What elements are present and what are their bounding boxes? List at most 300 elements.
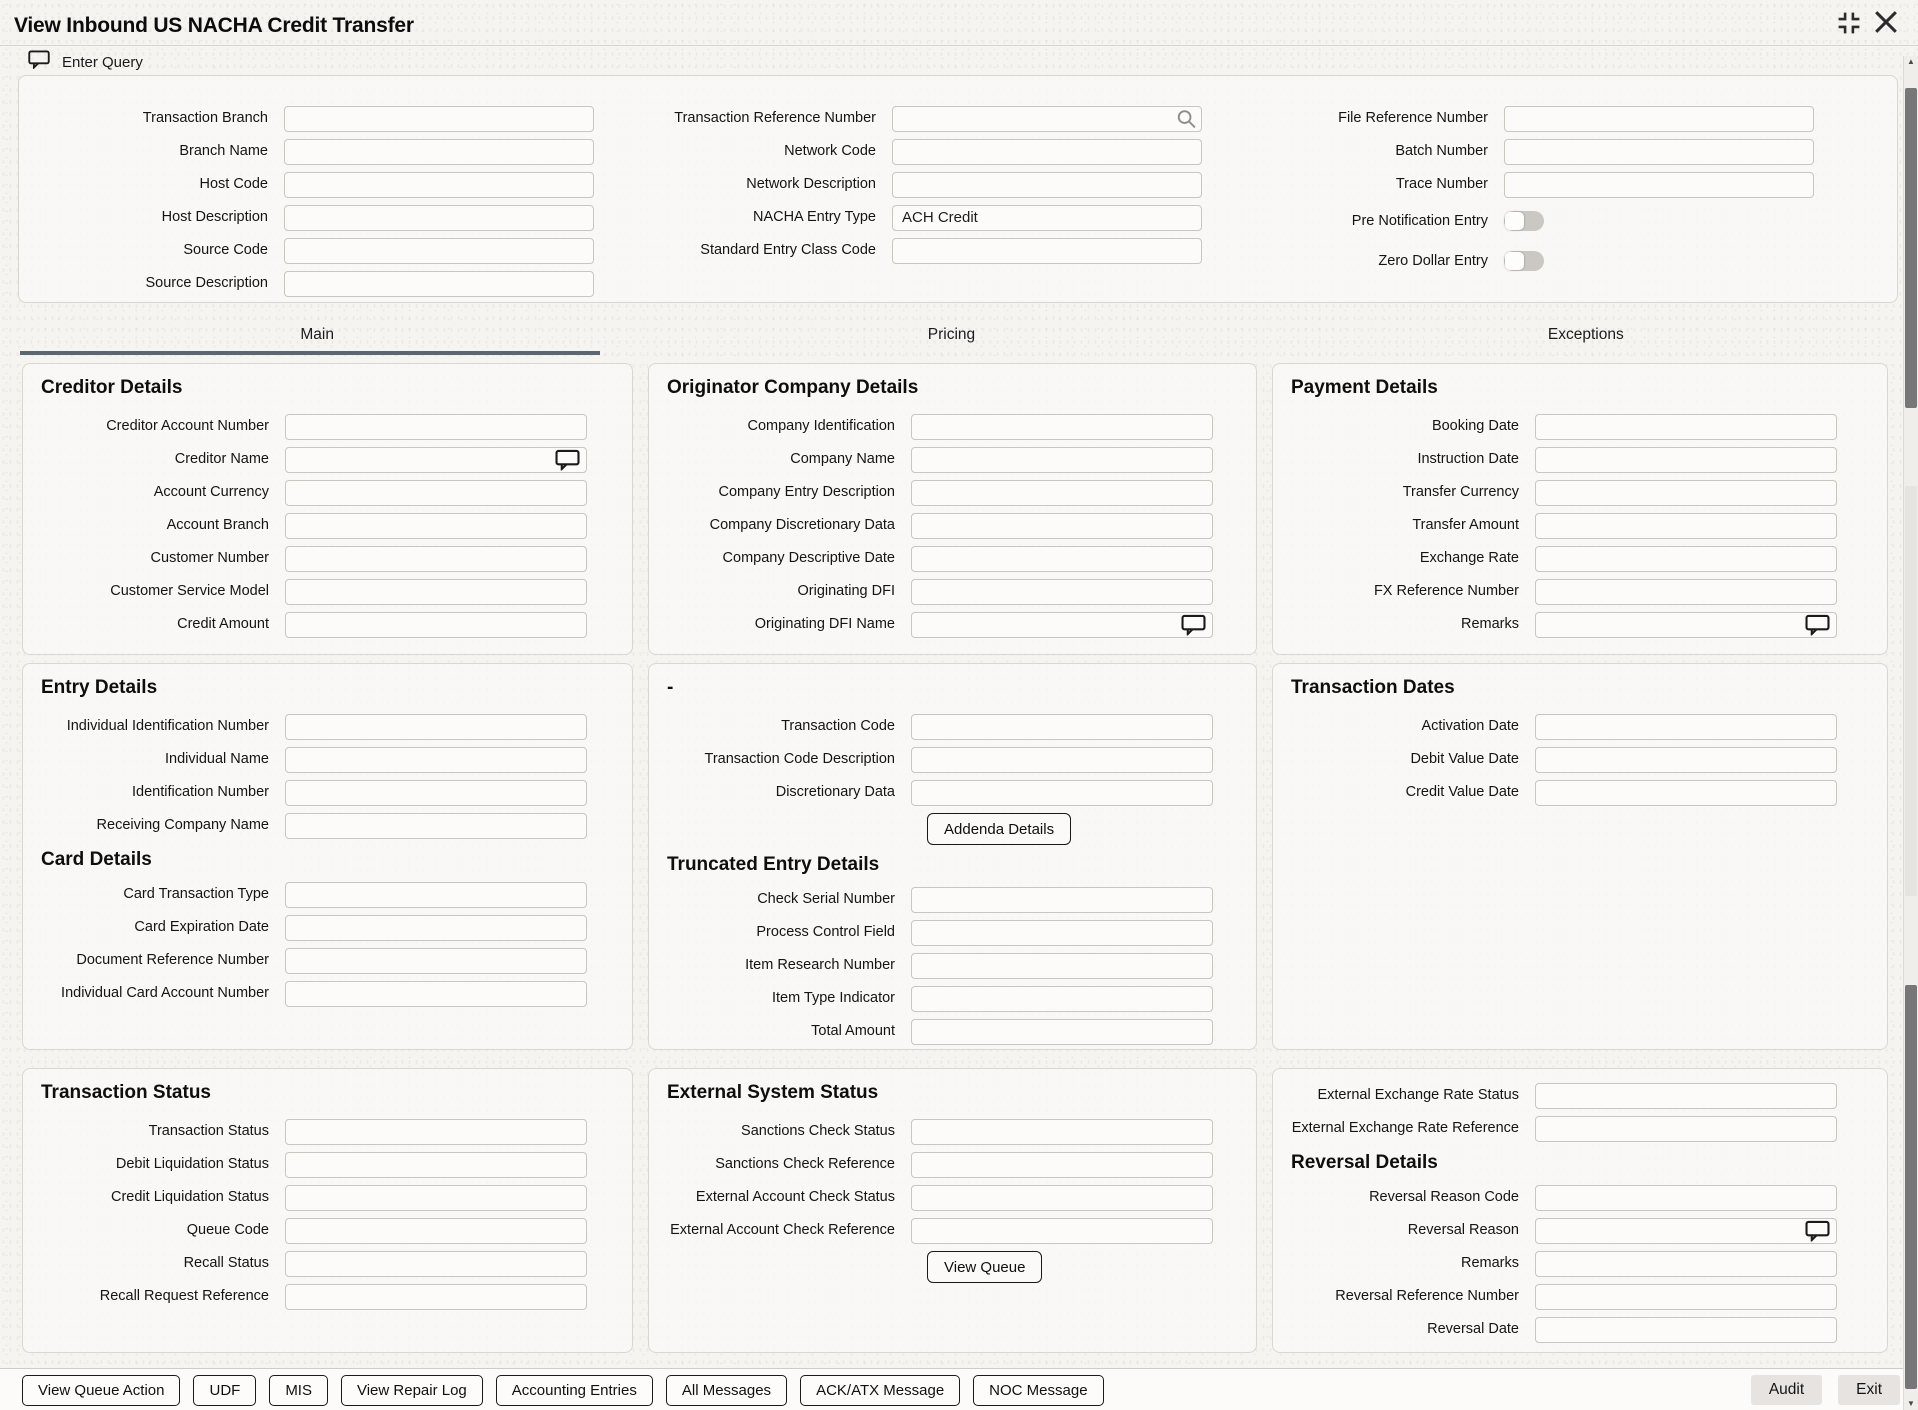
activation-date-field xyxy=(1273,710,1887,743)
external-exchange-rate-status-input-box xyxy=(1535,1083,1837,1109)
tab-pricing-label: Pricing xyxy=(927,326,976,343)
check-serial-number-field xyxy=(649,883,1256,916)
credit-liquidation-status-field xyxy=(23,1181,632,1214)
accounting-entries-button[interactable]: Accounting Entries xyxy=(496,1375,653,1406)
credit-liquidation-status-label: Credit Liquidation Status xyxy=(111,1189,269,1206)
reversal-reason-code-input[interactable] xyxy=(1535,1185,1837,1211)
debit-value-date-field xyxy=(1273,743,1887,776)
reversal-reference-number-input[interactable] xyxy=(1535,1284,1837,1310)
process-control-field-input[interactable] xyxy=(911,920,1213,946)
customer-number-field xyxy=(23,542,632,575)
account-branch-label: Account Branch xyxy=(166,517,269,534)
transfer-amount-input-box xyxy=(1535,513,1837,539)
individual-identification-number-label: Individual Identification Number xyxy=(66,718,269,735)
company-descriptive-date-input[interactable] xyxy=(911,546,1213,572)
sanctions-check-status-field xyxy=(649,1115,1256,1148)
company-discretionary-data-field xyxy=(649,509,1256,542)
identification-number-label: Identification Number xyxy=(131,784,269,801)
instruction-date-field xyxy=(1273,443,1887,476)
reversal-reason-code-input-box xyxy=(1535,1185,1837,1211)
view-repair-log-button[interactable]: View Repair Log xyxy=(341,1375,483,1406)
reversal-reference-number-input-box xyxy=(1535,1284,1837,1310)
transaction-branch-input-box xyxy=(284,106,594,132)
identification-number-field xyxy=(23,776,632,809)
batch-number-field xyxy=(1242,135,1814,168)
source-description-input[interactable] xyxy=(284,271,594,297)
individual-identification-number-input-box xyxy=(285,714,587,740)
source-description-input-box xyxy=(284,271,594,297)
debit-liquidation-status-field xyxy=(23,1148,632,1181)
external-account-check-reference-field xyxy=(649,1214,1256,1247)
company-descriptive-date-label: Company Descriptive Date xyxy=(722,550,895,567)
zero-dollar-entry-label: Zero Dollar Entry xyxy=(1378,252,1488,269)
customer-number-input-box xyxy=(285,546,587,572)
instruction-date-label: Instruction Date xyxy=(1417,451,1519,468)
sanctions-check-status-input-box xyxy=(911,1119,1213,1145)
booking-date-input[interactable] xyxy=(1535,414,1837,440)
company-identification-label: Company Identification xyxy=(747,418,895,435)
udf-button[interactable]: UDF xyxy=(193,1375,256,1406)
nacha-entry-type-input[interactable] xyxy=(892,205,1202,231)
remarks-input-box xyxy=(1535,612,1837,638)
originating-dfi-name-label: Originating DFI Name xyxy=(754,616,895,633)
discretionary-data-input-box xyxy=(911,780,1213,806)
instruction-date-input[interactable] xyxy=(1535,447,1837,473)
discretionary-data-input[interactable] xyxy=(911,780,1213,806)
vertical-scrollbar[interactable] xyxy=(1903,56,1918,1410)
company-descriptive-date-input-box xyxy=(911,546,1213,572)
originating-dfi-name-input[interactable] xyxy=(911,612,1213,638)
desktop-pattern-strip xyxy=(0,0,1918,9)
individual-identification-number-field xyxy=(23,710,632,743)
sanctions-check-status-label: Sanctions Check Status xyxy=(741,1123,895,1140)
booking-date-input-box xyxy=(1535,414,1837,440)
trace-number-input[interactable] xyxy=(1504,172,1814,198)
transaction-code-label: Transaction Code xyxy=(781,718,895,735)
receiving-company-name-label: Receiving Company Name xyxy=(96,817,269,834)
external-exchange-rate-reference-field xyxy=(1273,1112,1887,1145)
activation-date-input[interactable] xyxy=(1535,714,1837,740)
originating-dfi-label: Originating DFI xyxy=(797,583,895,600)
company-entry-description-label: Company Entry Description xyxy=(718,484,895,501)
external-exchange-rate-status-label: External Exchange Rate Status xyxy=(1317,1087,1519,1104)
ack-atx-message-button[interactable]: ACK/ATX Message xyxy=(800,1375,960,1406)
branch-name-label: Branch Name xyxy=(179,143,268,160)
remarks-input[interactable] xyxy=(1535,1251,1837,1277)
booking-date-label: Booking Date xyxy=(1431,418,1519,435)
tab-main-label: Main xyxy=(300,326,334,343)
header-column-3 xyxy=(1242,102,1814,281)
transaction-reference-number-field xyxy=(630,102,1202,135)
header-column-2 xyxy=(630,102,1202,267)
credit-amount-input[interactable] xyxy=(285,612,587,638)
transaction-branch-input[interactable] xyxy=(284,106,594,132)
remarks-label: Remarks xyxy=(1460,1255,1519,1272)
transaction-status-title: Transaction Status xyxy=(41,1082,211,1103)
customer-service-model-field xyxy=(23,575,632,608)
transfer-currency-input[interactable] xyxy=(1535,480,1837,506)
active-tab-underline xyxy=(20,351,600,355)
creditor-account-number-input-box xyxy=(285,414,587,440)
host-code-input-box xyxy=(284,172,594,198)
queue-code-input[interactable] xyxy=(285,1218,587,1244)
source-code-input-box xyxy=(284,238,594,264)
process-control-field-label: Process Control Field xyxy=(756,924,895,941)
transaction-code-description-input[interactable] xyxy=(911,747,1213,773)
credit-value-date-input-box xyxy=(1535,780,1837,806)
network-code-input-box xyxy=(892,139,1202,165)
transfer-amount-field xyxy=(1273,509,1887,542)
tab-pricing[interactable] xyxy=(634,315,1268,355)
trace-number-field xyxy=(1242,168,1814,201)
batch-number-input[interactable] xyxy=(1504,139,1814,165)
exchange-rate-input[interactable] xyxy=(1535,546,1837,572)
creditor-name-input-box xyxy=(285,447,587,473)
reversal-reference-number-label: Reversal Reference Number xyxy=(1335,1288,1519,1305)
footer-buttons xyxy=(22,1375,1104,1406)
account-currency-input[interactable] xyxy=(285,480,587,506)
company-discretionary-data-label: Company Discretionary Data xyxy=(709,517,895,534)
external-account-check-reference-label: External Account Check Reference xyxy=(670,1222,895,1239)
recall-status-label: Recall Status xyxy=(183,1255,269,1272)
document-reference-number-field xyxy=(23,944,632,977)
credit-value-date-label: Credit Value Date xyxy=(1405,784,1519,801)
branch-name-input-box xyxy=(284,139,594,165)
company-name-label: Company Name xyxy=(790,451,895,468)
batch-number-input-box xyxy=(1504,139,1814,165)
company-entry-description-field xyxy=(649,476,1256,509)
queue-code-input-box xyxy=(285,1218,587,1244)
transaction-branch-label: Transaction Branch xyxy=(142,110,268,127)
reversal-date-input[interactable] xyxy=(1535,1317,1837,1343)
transaction-code-input-box xyxy=(911,714,1213,740)
item-type-indicator-input[interactable] xyxy=(911,986,1213,1012)
external-account-check-status-label: External Account Check Status xyxy=(695,1189,895,1206)
process-control-field-field xyxy=(649,916,1256,949)
credit-liquidation-status-input[interactable] xyxy=(285,1185,587,1211)
source-code-input[interactable] xyxy=(284,238,594,264)
individual-name-field xyxy=(23,743,632,776)
account-currency-input-box xyxy=(285,480,587,506)
footer-toolbar xyxy=(0,1368,1918,1410)
external-account-check-reference-input[interactable] xyxy=(911,1218,1213,1244)
account-currency-label: Account Currency xyxy=(153,484,269,501)
sanctions-check-reference-input[interactable] xyxy=(911,1152,1213,1178)
credit-amount-input-box xyxy=(285,612,587,638)
creditor-details-panel xyxy=(22,363,633,655)
debit-value-date-label: Debit Value Date xyxy=(1410,751,1519,768)
transaction-dates-title: Transaction Dates xyxy=(1291,677,1455,698)
remarks-field xyxy=(1273,608,1887,641)
pre-notification-entry-toggle[interactable] xyxy=(1504,211,1544,231)
item-type-indicator-label: Item Type Indicator xyxy=(771,990,895,1007)
transfer-currency-input-box xyxy=(1535,480,1837,506)
company-entry-description-input[interactable] xyxy=(911,480,1213,506)
customer-number-input[interactable] xyxy=(285,546,587,572)
recall-status-input-box xyxy=(285,1251,587,1277)
individual-name-label: Individual Name xyxy=(165,751,269,768)
reversal-details-panel xyxy=(1272,1068,1888,1353)
company-discretionary-data-input[interactable] xyxy=(911,513,1213,539)
individual-name-input[interactable] xyxy=(285,747,587,773)
transaction-status-input-box xyxy=(285,1119,587,1145)
card-expiration-date-input-box xyxy=(285,915,587,941)
recall-request-reference-input[interactable] xyxy=(285,1284,587,1310)
reversal-reason-input[interactable] xyxy=(1535,1218,1837,1244)
external-account-check-status-field xyxy=(649,1181,1256,1214)
host-code-label: Host Code xyxy=(199,176,268,193)
discretionary-data-label: Discretionary Data xyxy=(775,784,895,801)
individual-card-account-number-input[interactable] xyxy=(285,981,587,1007)
view-queue-action-button[interactable]: View Queue Action xyxy=(22,1375,180,1406)
reversal-details-title: Reversal Details xyxy=(1291,1152,1438,1173)
external-exchange-rate-reference-input-box xyxy=(1535,1116,1837,1142)
transaction-code-input[interactable] xyxy=(911,714,1213,740)
network-code-input[interactable] xyxy=(892,139,1202,165)
account-branch-input[interactable] xyxy=(285,513,587,539)
discretionary-data-field xyxy=(649,776,1256,809)
standard-entry-class-code-label: Standard Entry Class Code xyxy=(700,242,876,259)
host-description-input[interactable] xyxy=(284,205,594,231)
customer-service-model-input-box xyxy=(285,579,587,605)
network-code-label: Network Code xyxy=(784,143,876,160)
standard-entry-class-code-input-box xyxy=(892,238,1202,264)
dash-section-title: - xyxy=(667,677,674,698)
exchange-rate-input-box xyxy=(1535,546,1837,572)
fx-reference-number-field xyxy=(1273,575,1887,608)
external-exchange-rate-reference-input[interactable] xyxy=(1535,1116,1837,1142)
reversal-date-input-box xyxy=(1535,1317,1837,1343)
source-description-field xyxy=(22,267,594,300)
check-serial-number-input-box xyxy=(911,887,1213,913)
transaction-reference-number-input[interactable] xyxy=(892,106,1202,132)
creditor-name-input[interactable] xyxy=(285,447,587,473)
customer-service-model-label: Customer Service Model xyxy=(110,583,269,600)
comment-icon[interactable] xyxy=(1805,1220,1830,1241)
receiving-company-name-input[interactable] xyxy=(285,813,587,839)
transaction-branch-field xyxy=(22,102,594,135)
remarks-input[interactable] xyxy=(1535,612,1837,638)
batch-number-label: Batch Number xyxy=(1395,143,1488,160)
card-expiration-date-label: Card Expiration Date xyxy=(134,919,269,936)
footer-right-buttons xyxy=(1751,1375,1900,1405)
sanctions-check-status-input[interactable] xyxy=(911,1119,1213,1145)
creditor-account-number-field xyxy=(23,410,632,443)
restore-icon[interactable] xyxy=(1836,10,1862,41)
customer-service-model-input[interactable] xyxy=(285,579,587,605)
external-account-check-status-input[interactable] xyxy=(911,1185,1213,1211)
item-research-number-input[interactable] xyxy=(911,953,1213,979)
transfer-currency-field xyxy=(1273,476,1887,509)
host-description-label: Host Description xyxy=(161,209,268,226)
page-title: View Inbound US NACHA Credit Transfer xyxy=(14,14,414,37)
originating-dfi-name-field xyxy=(649,608,1256,641)
transaction-status-field xyxy=(23,1115,632,1148)
external-exchange-rate-status-input[interactable] xyxy=(1535,1083,1837,1109)
reversal-reason-code-field xyxy=(1273,1181,1887,1214)
account-branch-field xyxy=(23,509,632,542)
creditor-account-number-label: Creditor Account Number xyxy=(106,418,269,435)
transaction-code-field xyxy=(649,710,1256,743)
transaction-status-label: Transaction Status xyxy=(148,1123,269,1140)
zero-dollar-entry-toggle-knob xyxy=(1505,252,1524,270)
exchange-rate-label: Exchange Rate xyxy=(1419,550,1519,567)
all-messages-button[interactable]: All Messages xyxy=(666,1375,787,1406)
individual-name-input-box xyxy=(285,747,587,773)
debit-value-date-input[interactable] xyxy=(1535,747,1837,773)
scroll-up-arrow[interactable]: ▲ xyxy=(1907,57,1915,66)
standard-entry-class-code-field xyxy=(630,234,1202,267)
pre-notification-entry-field xyxy=(1242,201,1814,241)
comment-icon[interactable] xyxy=(1805,614,1830,635)
item-research-number-input-box xyxy=(911,953,1213,979)
nacha-entry-type-field xyxy=(630,201,1202,234)
activation-date-label: Activation Date xyxy=(1421,718,1519,735)
tab-exceptions-label: Exceptions xyxy=(1547,326,1624,343)
file-reference-number-field xyxy=(1242,102,1814,135)
card-transaction-type-input-box xyxy=(285,882,587,908)
remarks-field xyxy=(1273,1247,1887,1280)
debit-value-date-input-box xyxy=(1535,747,1837,773)
audit-button[interactable]: Audit xyxy=(1751,1375,1822,1405)
credit-amount-field xyxy=(23,608,632,641)
receiving-company-name-input-box xyxy=(285,813,587,839)
file-reference-number-input-box xyxy=(1504,106,1814,132)
identification-number-input[interactable] xyxy=(285,780,587,806)
reversal-reason-input-box xyxy=(1535,1218,1837,1244)
individual-card-account-number-field xyxy=(23,977,632,1010)
reversal-date-field xyxy=(1273,1313,1887,1346)
comment-icon[interactable] xyxy=(555,449,580,470)
company-identification-input-box xyxy=(911,414,1213,440)
total-amount-input[interactable] xyxy=(911,1019,1213,1045)
tab-main[interactable] xyxy=(0,315,634,355)
network-description-input[interactable] xyxy=(892,172,1202,198)
scrollbar-track-mid[interactable] xyxy=(1905,486,1917,896)
standard-entry-class-code-input[interactable] xyxy=(892,238,1202,264)
debit-liquidation-status-input[interactable] xyxy=(285,1152,587,1178)
check-serial-number-label: Check Serial Number xyxy=(757,891,895,908)
view-queue-button[interactable]: View Queue xyxy=(927,1251,1042,1283)
item-research-number-label: Item Research Number xyxy=(745,957,895,974)
company-descriptive-date-field xyxy=(649,542,1256,575)
host-description-input-box xyxy=(284,205,594,231)
tab-bar xyxy=(0,315,1903,355)
card-expiration-date-input[interactable] xyxy=(285,915,587,941)
individual-card-account-number-label: Individual Card Account Number xyxy=(61,985,269,1002)
zero-dollar-entry-toggle[interactable] xyxy=(1504,251,1544,271)
transfer-currency-label: Transfer Currency xyxy=(1402,484,1519,501)
exit-button[interactable]: Exit xyxy=(1838,1375,1900,1405)
fx-reference-number-input-box xyxy=(1535,579,1837,605)
transaction-code-description-label: Transaction Code Description xyxy=(704,751,895,768)
originating-dfi-input-box xyxy=(911,579,1213,605)
company-identification-field xyxy=(649,410,1256,443)
originator-company-details-panel xyxy=(648,363,1257,655)
host-code-field xyxy=(22,168,594,201)
credit-value-date-input[interactable] xyxy=(1535,780,1837,806)
card-transaction-type-input[interactable] xyxy=(285,882,587,908)
item-type-indicator-field xyxy=(649,982,1256,1015)
transaction-status-input[interactable] xyxy=(285,1119,587,1145)
file-reference-number-label: File Reference Number xyxy=(1338,110,1488,127)
entry-details-title: Entry Details xyxy=(41,677,158,698)
scrollbar-thumb-bottom[interactable] xyxy=(1905,985,1917,1389)
document-reference-number-input[interactable] xyxy=(285,948,587,974)
entry-card-details-panel xyxy=(22,663,633,1050)
scrollbar-thumb-top[interactable] xyxy=(1905,88,1917,408)
card-details-title: Card Details xyxy=(41,849,152,870)
fx-reference-number-input[interactable] xyxy=(1535,579,1837,605)
view-queue-button-row xyxy=(649,1249,1256,1285)
host-code-input[interactable] xyxy=(284,172,594,198)
source-code-label: Source Code xyxy=(183,242,268,259)
queue-code-label: Queue Code xyxy=(186,1222,269,1239)
zero-dollar-entry-field xyxy=(1242,241,1814,281)
company-name-input[interactable] xyxy=(911,447,1213,473)
source-description-label: Source Description xyxy=(145,275,268,292)
payment-details-panel xyxy=(1272,363,1888,655)
tab-exceptions[interactable] xyxy=(1269,315,1903,355)
transaction-dates-panel xyxy=(1272,663,1888,1050)
enter-query-label: Enter Query xyxy=(62,53,143,71)
check-serial-number-input[interactable] xyxy=(911,887,1213,913)
creditor-name-label: Creditor Name xyxy=(174,451,269,468)
mis-button[interactable]: MIS xyxy=(269,1375,328,1406)
total-amount-label: Total Amount xyxy=(811,1023,895,1040)
transfer-amount-input[interactable] xyxy=(1535,513,1837,539)
network-description-label: Network Description xyxy=(746,176,876,193)
scroll-down-arrow[interactable]: ▼ xyxy=(1907,1399,1915,1408)
individual-identification-number-input[interactable] xyxy=(285,714,587,740)
recall-request-reference-label: Recall Request Reference xyxy=(99,1288,269,1305)
reversal-reference-number-field xyxy=(1273,1280,1887,1313)
branch-name-input[interactable] xyxy=(284,139,594,165)
recall-request-reference-input-box xyxy=(285,1284,587,1310)
total-amount-input-box xyxy=(911,1019,1213,1045)
card-expiration-date-field xyxy=(23,911,632,944)
reversal-reason-label: Reversal Reason xyxy=(1407,1222,1519,1239)
recall-status-input[interactable] xyxy=(285,1251,587,1277)
creditor-name-field xyxy=(23,443,632,476)
individual-card-account-number-input-box xyxy=(285,981,587,1007)
external-account-check-reference-input-box xyxy=(911,1218,1213,1244)
credit-liquidation-status-input-box xyxy=(285,1185,587,1211)
creditor-account-number-input[interactable] xyxy=(285,414,587,440)
external-system-status-title: External System Status xyxy=(667,1082,879,1103)
company-name-field xyxy=(649,443,1256,476)
noc-message-button[interactable]: NOC Message xyxy=(973,1375,1103,1406)
remarks-label: Remarks xyxy=(1460,616,1519,633)
transaction-status-panel xyxy=(22,1068,633,1353)
pre-notification-entry-label: Pre Notification Entry xyxy=(1351,212,1488,229)
transaction-reference-number-label: Transaction Reference Number xyxy=(674,110,876,127)
addenda-details-button[interactable]: Addenda Details xyxy=(927,813,1071,845)
comment-icon[interactable] xyxy=(1181,614,1206,635)
company-identification-input[interactable] xyxy=(911,414,1213,440)
network-code-field xyxy=(630,135,1202,168)
recall-status-field xyxy=(23,1247,632,1280)
document-reference-number-label: Document Reference Number xyxy=(76,952,269,969)
search-icon[interactable] xyxy=(1176,108,1197,129)
close-icon[interactable] xyxy=(1872,8,1900,41)
external-exchange-rate-reference-label: External Exchange Rate Reference xyxy=(1291,1120,1519,1137)
transaction-reference-number-input-box xyxy=(892,106,1202,132)
originating-dfi-input[interactable] xyxy=(911,579,1213,605)
credit-value-date-field xyxy=(1273,776,1887,809)
file-reference-number-input[interactable] xyxy=(1504,106,1814,132)
trace-number-input-box xyxy=(1504,172,1814,198)
